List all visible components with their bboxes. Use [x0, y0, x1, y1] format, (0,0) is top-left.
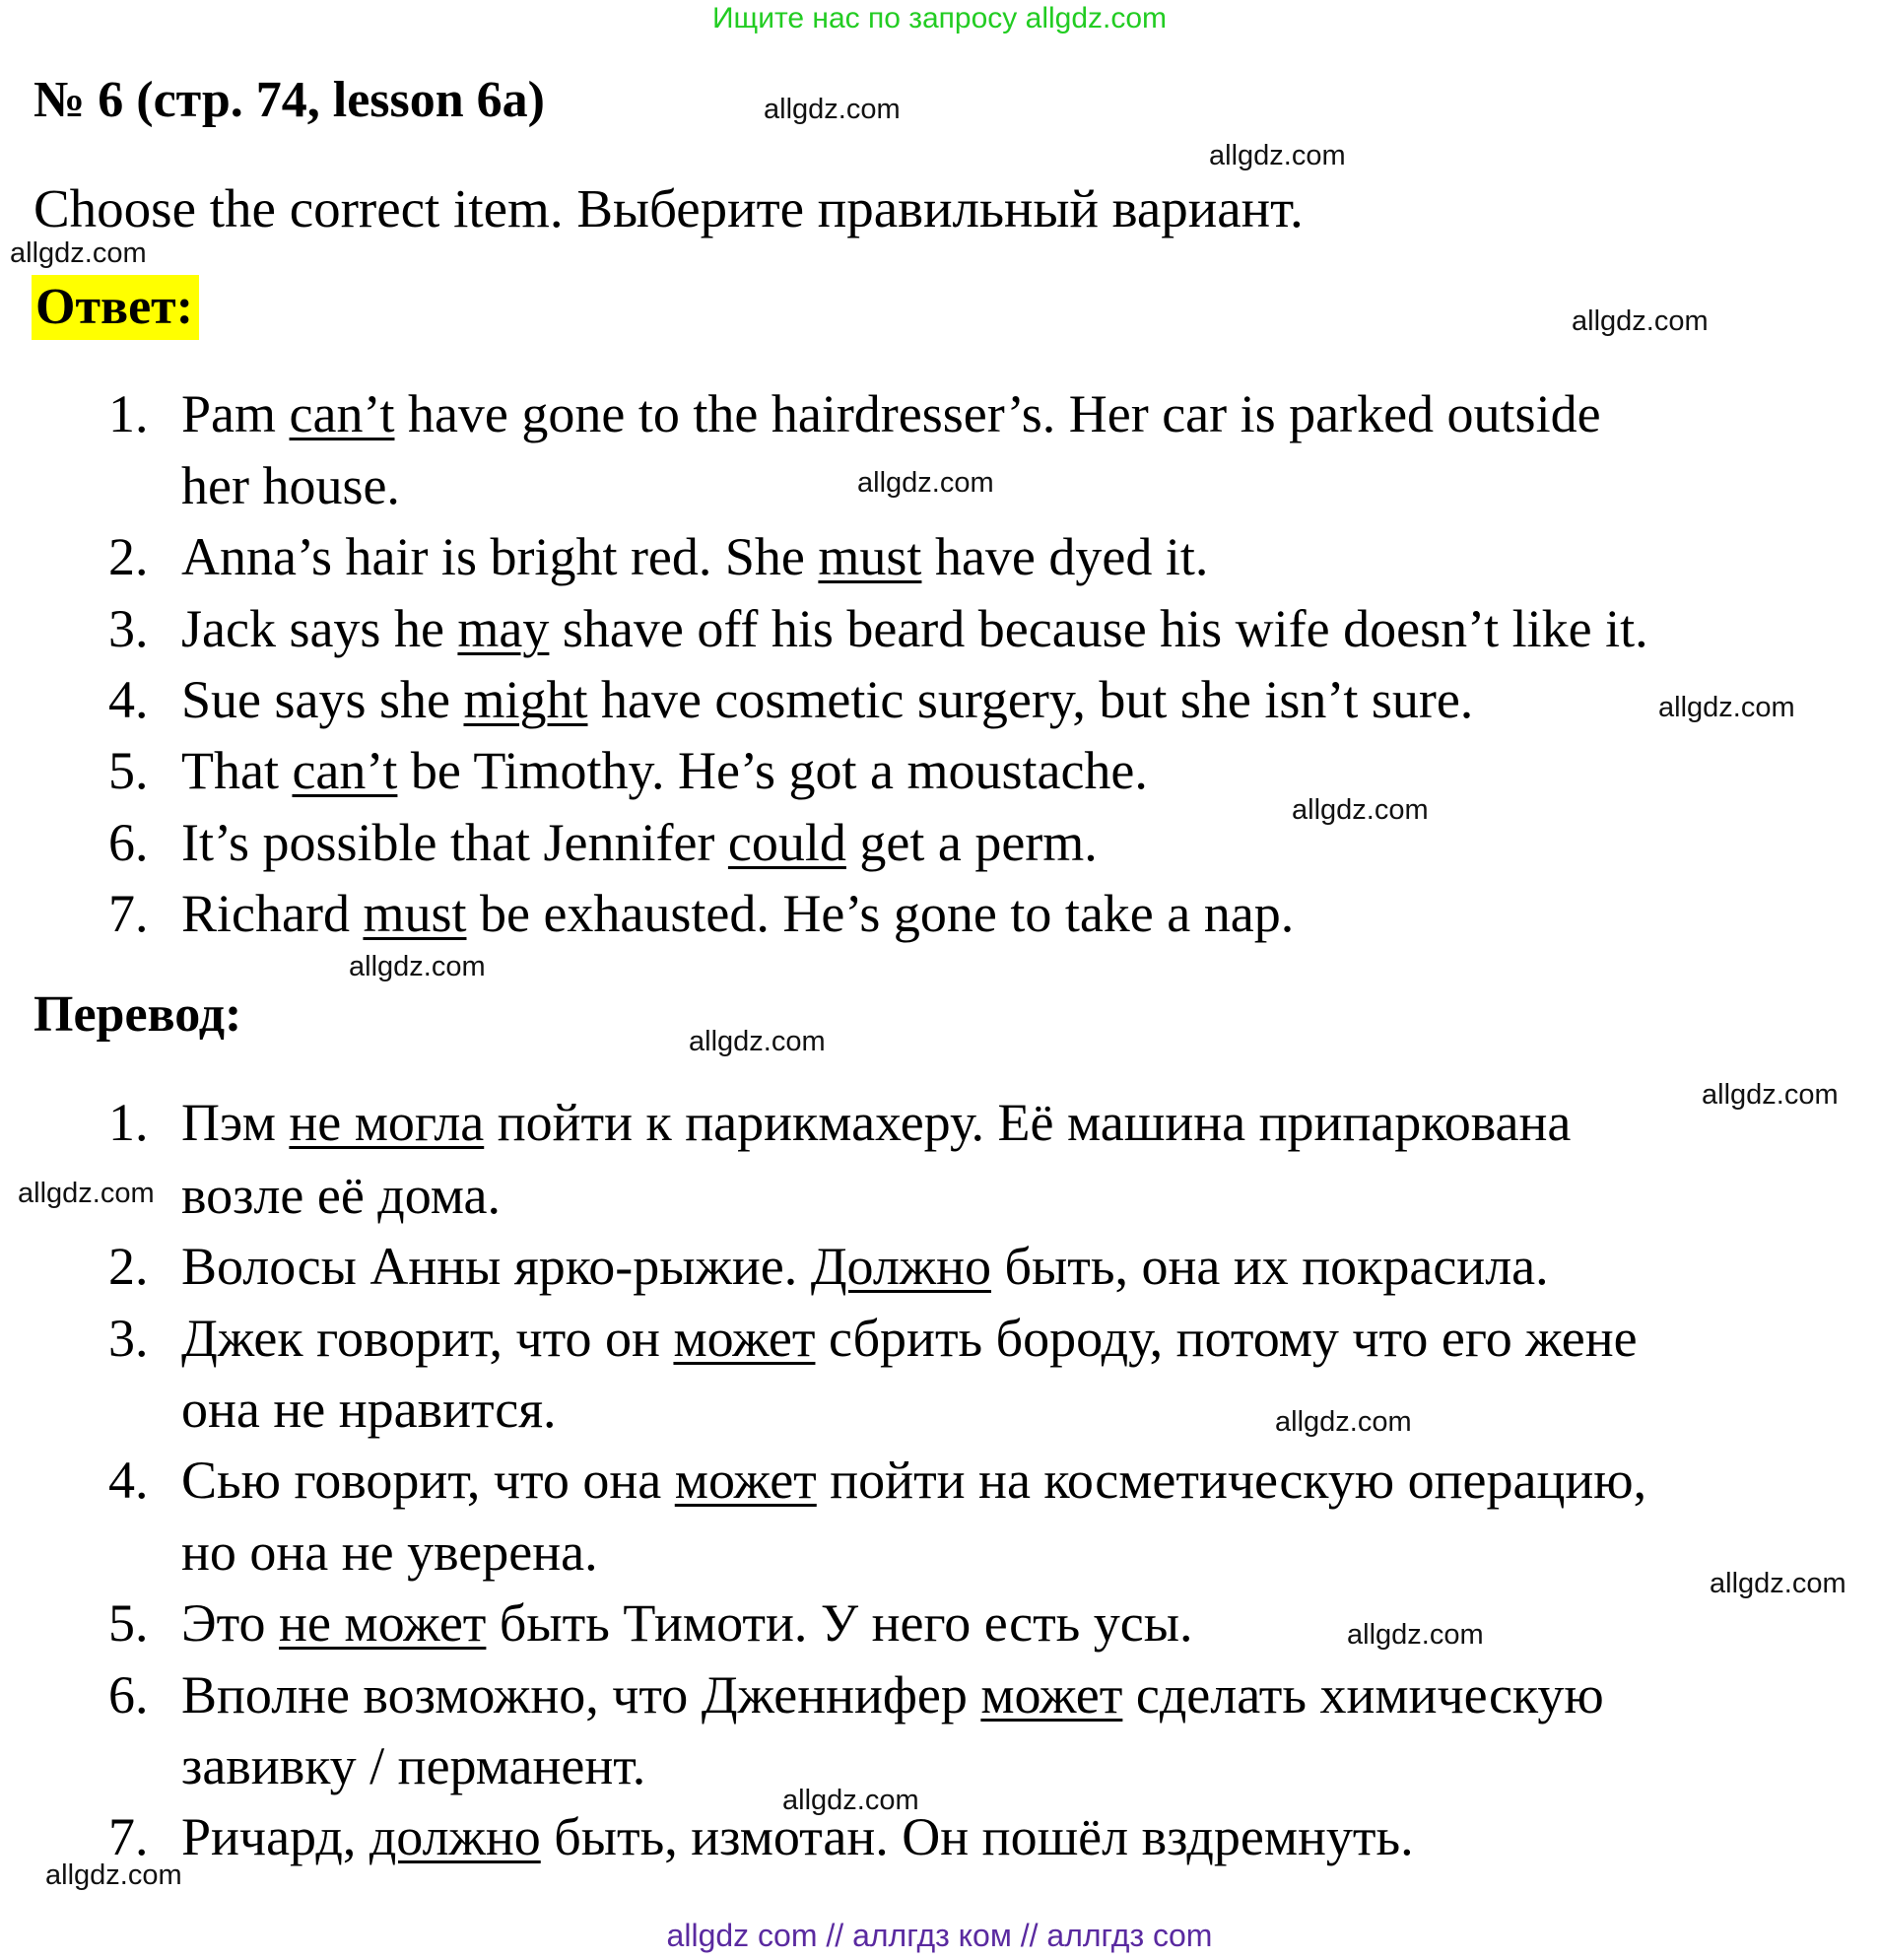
list-item: [181, 1087, 1571, 1158]
list-item: [181, 521, 1208, 592]
list-item-number: 1.: [108, 1093, 149, 1152]
watermark-text: allgdz.com: [18, 1178, 155, 1209]
sentence-part: пойти на косметическую операцию,: [816, 1451, 1647, 1510]
sentence-part: Это: [181, 1593, 280, 1653]
underlined-answer: не могла: [289, 1093, 485, 1152]
underlined-answer: должно: [369, 1807, 541, 1866]
watermark-text: allgdz.com: [1347, 1619, 1484, 1651]
list-item: [181, 878, 1294, 949]
watermark-text: allgdz.com: [45, 1859, 182, 1891]
sentence-part: Richard: [181, 884, 364, 943]
list-item-number: 2.: [108, 527, 149, 586]
list-item-number: 6.: [108, 813, 149, 872]
sentence-part: быть Тимоти. У него есть усы.: [486, 1593, 1193, 1653]
watermark-text: allgdz.com: [1572, 305, 1709, 337]
sentence-part: have dyed it.: [921, 527, 1209, 586]
list-item-number: 4.: [108, 670, 149, 729]
sentence-part: быть, она их покрасила.: [990, 1237, 1549, 1296]
sentence-part: get a perm.: [845, 813, 1098, 872]
list-item-continuation: her house.: [181, 456, 400, 515]
underlined-answer: can’t: [292, 741, 398, 800]
sentence-part: Сью говорит, что она: [181, 1451, 675, 1510]
underlined-answer: might: [463, 670, 588, 729]
list-item: [181, 378, 1601, 449]
sentence-part: Sue says she: [181, 670, 464, 729]
list-item-number: 6.: [108, 1665, 149, 1724]
list-item: [181, 664, 1473, 735]
list-item-number: 7.: [108, 1807, 149, 1866]
sentence-part: пойти к парикмахеру. Её машина припаркована: [484, 1093, 1572, 1152]
list-item-continuation: но она не уверена.: [181, 1522, 598, 1582]
list-item: [181, 735, 1148, 806]
list-item-number: 1.: [108, 384, 149, 443]
list-item: [181, 1445, 1646, 1516]
underlined-answer: может: [980, 1665, 1123, 1724]
sentence-part: It’s possible that Jennifer: [181, 813, 728, 872]
watermark-text: allgdz.com: [782, 1785, 919, 1816]
list-item-number: 3.: [108, 599, 149, 658]
underlined-answer: Должно: [810, 1237, 991, 1296]
underlined-answer: может: [674, 1451, 817, 1510]
list-item-continuation: завивку / перманент.: [181, 1736, 646, 1795]
sentence-part: have cosmetic surgery, but she isn’t sure.: [587, 670, 1474, 729]
underlined-answer: may: [457, 599, 550, 658]
watermark-text: allgdz.com: [857, 467, 994, 499]
list-item-number: 3.: [108, 1309, 149, 1368]
watermark-text: allgdz.com: [349, 951, 486, 982]
sentence-part: Волосы Анны ярко-рыжие.: [181, 1237, 811, 1296]
list-item: [181, 1303, 1638, 1374]
sentence-part: Пэм: [181, 1093, 290, 1152]
translation-heading: Перевод:: [34, 986, 242, 1043]
underlined-answer: может: [673, 1309, 816, 1368]
list-item-number: 2.: [108, 1237, 149, 1296]
exercise-instruction: Choose the correct item. Выберите правильный вариант.: [34, 178, 1304, 238]
sentence-part: Ричард,: [181, 1807, 369, 1866]
underlined-answer: can’t: [289, 384, 395, 443]
list-item: [181, 1588, 1193, 1658]
sentence-part: сбрить бороду, потому что его жене: [815, 1309, 1638, 1368]
exercise-title: № 6 (стр. 74, lesson 6a): [34, 72, 545, 128]
footer-watermark: allgdz com // аллгдз ком // аллгдз com: [666, 1918, 1213, 1953]
underlined-answer: must: [818, 527, 922, 586]
list-item: [181, 1659, 1604, 1730]
sentence-part: That: [181, 741, 293, 800]
sentence-part: Jack says he: [181, 599, 458, 658]
list-item: [181, 593, 1648, 664]
underlined-answer: could: [727, 813, 846, 872]
list-item-number: 5.: [108, 741, 149, 800]
watermark-text: allgdz.com: [1658, 692, 1795, 723]
watermark-text: allgdz.com: [1292, 794, 1429, 826]
sentence-part: сделать химическую: [1122, 1665, 1604, 1724]
watermark-text: allgdz.com: [10, 237, 147, 269]
watermark-text: allgdz.com: [689, 1026, 826, 1057]
sentence-part: be exhausted. He’s gone to take a nap.: [466, 884, 1295, 943]
watermark-text: allgdz.com: [1275, 1406, 1412, 1438]
watermark-text: allgdz.com: [1209, 140, 1346, 171]
watermark-text: allgdz.com: [1702, 1079, 1839, 1111]
list-item: [181, 1231, 1549, 1302]
sentence-part: be Timothy. He’s got a moustache.: [397, 741, 1148, 800]
watermark-text: allgdz.com: [1710, 1568, 1846, 1599]
list-item-continuation: она не нравится.: [181, 1380, 557, 1439]
underlined-answer: не может: [279, 1593, 487, 1653]
watermark-text: allgdz.com: [764, 94, 901, 125]
sentence-part: Anna’s hair is bright red. She: [181, 527, 819, 586]
sentence-part: Джек говорит, что он: [181, 1309, 674, 1368]
sentence-part: shave off his beard because his wife doesn’t like it.: [549, 599, 1648, 658]
list-item: [181, 807, 1098, 878]
underlined-answer: must: [363, 884, 467, 943]
list-item-number: 4.: [108, 1451, 149, 1510]
search-banner: Ищите нас по запросу allgdz.com: [711, 2, 1168, 34]
answer-heading: Ответ:: [32, 275, 199, 340]
list-item-continuation: возле её дома.: [181, 1166, 502, 1225]
list-item-number: 7.: [108, 884, 149, 943]
sentence-part: have gone to the hairdresser’s. Her car is parked outside: [394, 384, 1601, 443]
sentence-part: Pam: [181, 384, 290, 443]
list-item-number: 5.: [108, 1593, 149, 1653]
sentence-part: быть, измотан. Он пошёл вздремнуть.: [540, 1807, 1414, 1866]
sentence-part: Вполне возможно, что Дженнифер: [181, 1665, 981, 1724]
